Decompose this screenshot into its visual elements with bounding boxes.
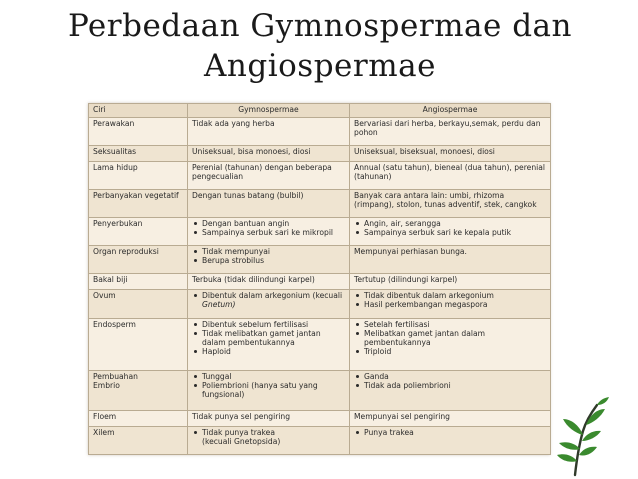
list-item: Punya trakea [364,428,546,437]
list-item: Setelah fertilisasi [364,320,546,329]
angio-cell: Tertutup (dilindungi karpel) [350,274,551,290]
list-item: Tidak melibatkan gamet jantan dalam pembentukannya [202,329,345,347]
angio-cell [350,290,551,318]
row-label-pembuahan: Pembuahan [93,371,138,381]
table-row [89,190,551,218]
gymno-cell: Dengan tunas batang (bulbil) [188,190,350,218]
list-item: Angin, air, serangga [364,219,546,228]
gymno-cell [188,290,350,318]
row-label: Penyerbukan [89,218,188,246]
gymno-cell: Tidak ada yang herba [188,118,350,146]
row-label: Perbanyakan vegetatif [89,190,188,218]
plant-sprout-icon [553,395,613,477]
gymno-cell: Terbuka (tidak dilindungi karpel) [188,274,350,290]
row-label: Organ reproduksi [89,246,188,274]
table-row [89,146,551,162]
angio-cell: Mempunyai perhiasan bunga. [350,246,551,274]
gymno-cell: Uniseksual, bisa monoesi, diosi [188,146,350,162]
list-item [202,291,345,309]
table-row [89,290,551,318]
table-row [89,274,551,290]
row-label: Lama hidup [89,162,188,190]
gymno-cell [188,218,350,246]
list-item: Tunggal [202,372,345,381]
angio-cell: Banyak cara antara lain: umbi, rhizoma (rimpang), stolon, tunas adventif, stek, cangkok [350,190,551,218]
row-label: Floem [89,410,188,426]
angio-cell [350,370,551,410]
table-row [89,410,551,426]
angio-cell [350,426,551,454]
xilem-note: (kecuali Gnetopsida) [202,436,281,446]
angio-cell [350,218,551,246]
list-item: Dengan bantuan angin [202,219,345,228]
row-label: Perawakan [89,118,188,146]
gnetum-italic: Gnetum) [202,300,236,310]
list-item: Triploid [364,347,546,356]
list-item: Tidak mempunyai [202,247,345,256]
list-item: Sampainya serbuk sari ke mikropil [202,228,345,237]
row-label: Bakal biji [89,274,188,290]
table-row [89,162,551,190]
angio-cell: Uniseksual, biseksual, monoesi, diosi [350,146,551,162]
list-item: Dibentuk sebelum fertilisasi [202,320,345,329]
table-row [89,426,551,454]
list-item: Berupa strobilus [202,256,345,265]
table-row [89,318,551,370]
gymno-cell: Tidak punya sel pengiring [188,410,350,426]
row-label [89,370,188,410]
row-label: Seksualitas [89,146,188,162]
table-row [89,218,551,246]
gymno-cell [188,370,350,410]
row-label: Xilem [89,426,188,454]
list-item: Melibatkan gamet jantan dalam pembentukannya [364,329,546,347]
angio-cell: Annual (satu tahun), bieneal (dua tahun), perenial (tahunan) [350,162,551,190]
list-item: Ganda [364,372,546,381]
list-item: Tidak dibentuk dalam arkegonium [364,291,546,300]
header-angiospermae: Angiospermae [350,104,551,118]
list-item: Tidak punya trakea [202,428,345,437]
angio-cell: Mempunyai sel pengiring [350,410,551,426]
list-item: Tidak ada poliembrioni [364,381,546,390]
list-item: Hasil perkembangan megaspora [364,300,546,309]
table-row [89,370,551,410]
list-item: Haploid [202,347,345,356]
angio-cell: Bervariasi dari herba, berkayu,semak, perdu dan pohon [350,118,551,146]
table-row [89,118,551,146]
list-item: Poliembrioni (hanya satu yang fungsional) [202,381,345,399]
gymno-cell: Perenial (tahunan) dengan beberapa pengecualian [188,162,350,190]
table-header-row [89,104,551,118]
row-label: Endosperm [89,318,188,370]
header-ciri: Ciri [89,104,188,118]
gymno-cell [188,246,350,274]
ovum-text: Dibentuk dalam arkegonium (kecuali [202,291,343,301]
header-gymnospermae: Gymnospermae [188,104,350,118]
gymno-cell [188,426,350,454]
row-label: Ovum [89,290,188,318]
row-label-embrio: Embrio [93,380,120,390]
comparison-table-card [88,103,550,455]
slide-title: Perbedaan Gymnospermae dan Angiospermae [67,8,573,84]
gymno-cell [188,318,350,370]
comparison-table [88,103,551,455]
list-item: Sampainya serbuk sari ke kepala putik [364,228,546,237]
angio-cell [350,318,551,370]
table-row [89,246,551,274]
